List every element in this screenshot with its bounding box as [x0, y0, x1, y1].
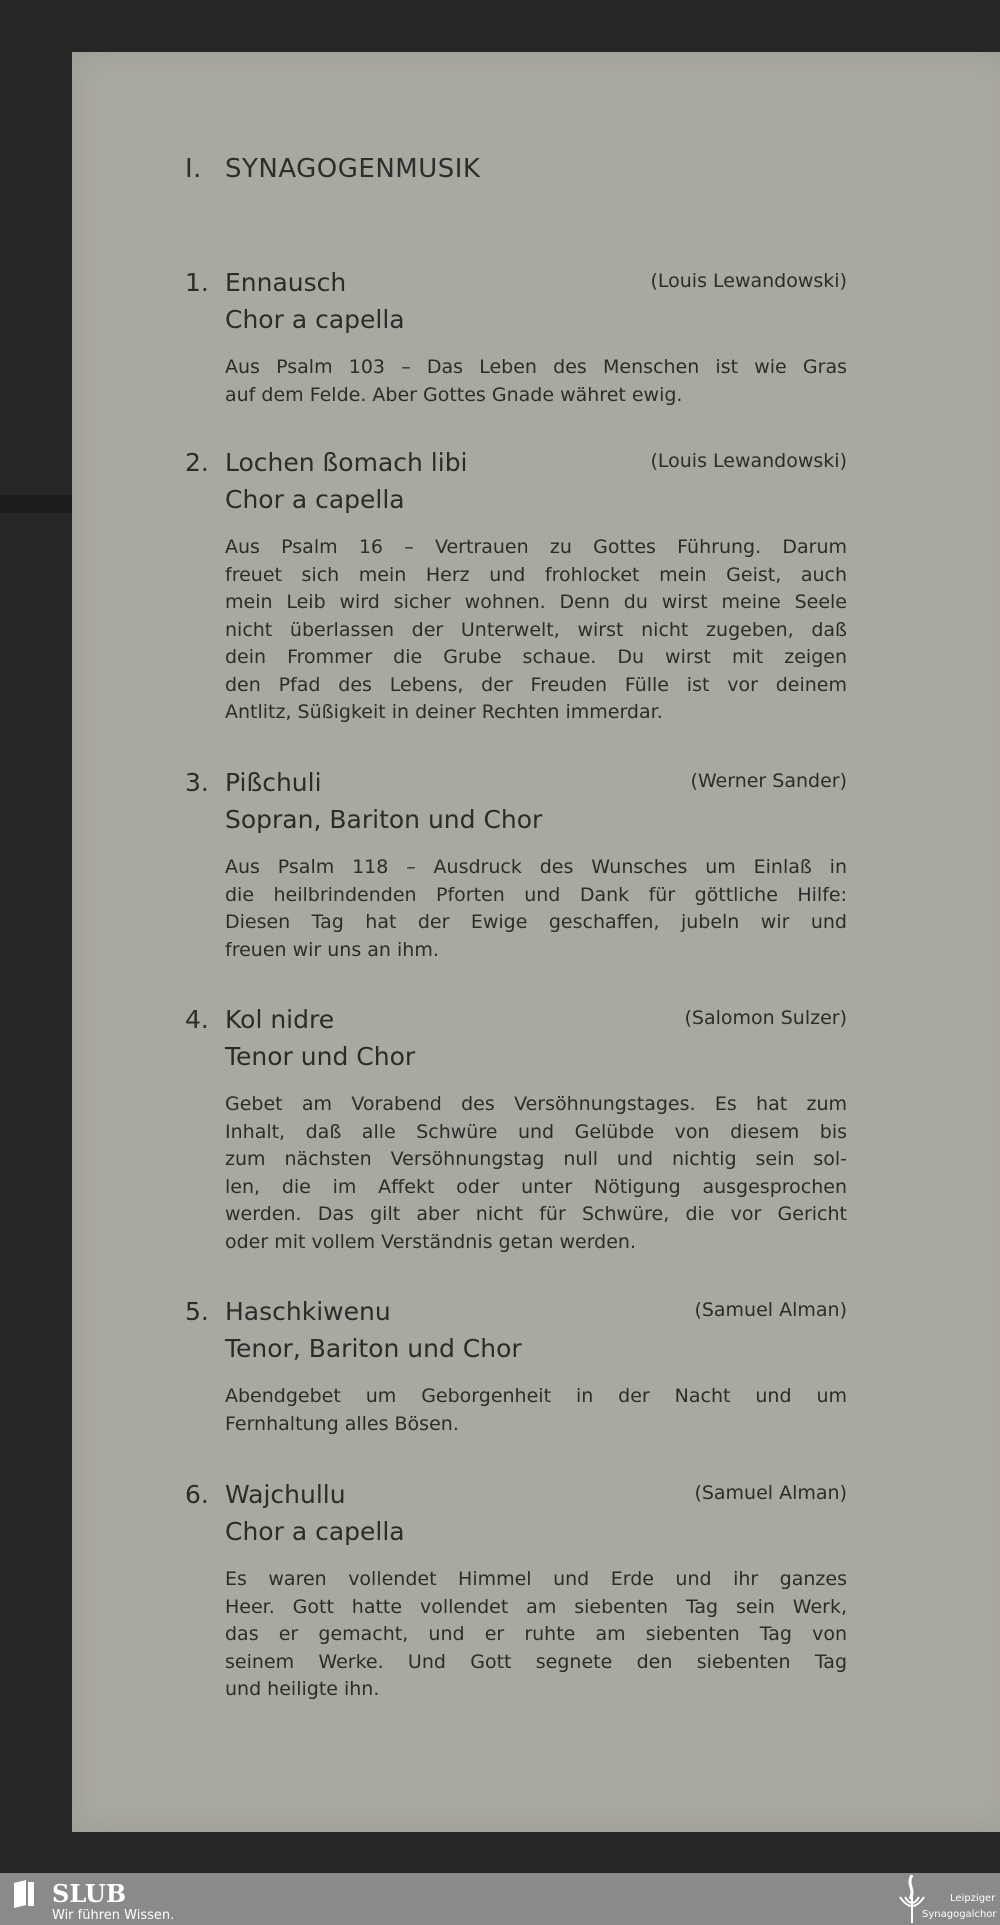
- description-line: len, die im Affekt oder unter Nötigung ausgesprochen: [225, 1175, 847, 1198]
- description-line: Aus Psalm 103 – Das Leben des Menschen ist wie Gras: [225, 356, 847, 378]
- item-number: 1.: [185, 268, 209, 297]
- description-line: Aus Psalm 118 – Ausdruck des Wunsches um Einlaß in: [225, 856, 847, 878]
- item-voicing: Sopran, Bariton und Chor: [225, 805, 543, 834]
- description-line: nicht überlassen der Unterwelt, wirst nicht zugeben, daß: [225, 618, 847, 641]
- item-voicing: Tenor, Bariton und Chor: [225, 1334, 522, 1363]
- description-line: freuet sich mein Herz und frohlocket mein Geist, auch: [225, 563, 847, 586]
- description-line: seinem Werke. Und Gott segnete den siebenten Tag: [225, 1650, 847, 1673]
- item-composer: (Werner Sander): [690, 770, 847, 792]
- section-heading: [185, 154, 481, 184]
- description-line: Heer. Gott hatte vollendet am siebenten Tag sein Werk,: [225, 1595, 847, 1618]
- description-line: Aus Psalm 16 – Vertrauen zu Gottes Führung. Darum: [225, 536, 847, 558]
- item-description: [225, 354, 847, 409]
- description-line: Inhalt, daß alle Schwüre und Gelübde von diesem bis: [225, 1120, 847, 1143]
- partner-name-line2: Synagogalchor: [922, 1909, 997, 1920]
- item-number: 3.: [185, 768, 209, 797]
- description-line: zum nächsten Versöhnungstag null und nichtig sein sol-: [225, 1148, 847, 1170]
- item-composer: (Samuel Alman): [694, 1299, 847, 1321]
- description-line: und heiligte ihn.: [225, 1678, 380, 1700]
- item-description: [225, 534, 847, 727]
- item-title: Wajchullu: [225, 1480, 346, 1509]
- description-line: freuen wir uns an ihm.: [225, 938, 439, 961]
- description-line: dein Frommer die Grube schaue. Du wirst mit zeigen: [225, 646, 847, 668]
- item-title: Ennausch: [225, 268, 347, 297]
- item-voicing: Tenor und Chor: [225, 1042, 416, 1071]
- item-voicing: Chor a capella: [225, 305, 405, 334]
- item-title: Haschkiwenu: [225, 1297, 391, 1326]
- item-number: 5.: [185, 1297, 209, 1326]
- description-line: den Pfad des Lebens, der Freuden Fülle ist vor deinem: [225, 673, 847, 696]
- footer-bar: [0, 1873, 1000, 1925]
- section-title: SYNAGOGENMUSIK: [225, 154, 481, 184]
- item-voicing: Chor a capella: [225, 1517, 405, 1546]
- item-voicing: Chor a capella: [225, 485, 405, 514]
- item-composer: (Louis Lewandowski): [650, 270, 847, 292]
- description-line: Fernhaltung alles Bösen.: [225, 1412, 459, 1435]
- description-line: Es waren vollendet Himmel und Erde und ihr ganzes: [225, 1568, 847, 1590]
- item-composer: (Salomon Sulzer): [684, 1007, 847, 1029]
- item-number: 4.: [185, 1005, 209, 1034]
- description-line: Abendgebet um Geborgenheit in der Nacht und um: [225, 1385, 847, 1407]
- description-line: die heilbrindenden Pforten und Dank für göttliche Hilfe:: [225, 883, 847, 906]
- description-line: Gebet am Vorabend des Versöhnungstages. Es hat zum: [225, 1093, 847, 1115]
- item-title: Kol nidre: [225, 1005, 335, 1034]
- slub-logo-text[interactable]: SLUB: [52, 1879, 127, 1908]
- item-title: Lochen ßomach libi: [225, 448, 468, 477]
- item-number: 2.: [185, 448, 209, 477]
- item-composer: (Louis Lewandowski): [650, 450, 847, 472]
- description-line: mein Leib wird sicher wohnen. Denn du wirst meine Seele: [225, 591, 847, 613]
- description-line: Diesen Tag hat der Ewige geschaffen, jubeln wir und: [225, 911, 847, 933]
- slub-book-icon: [12, 1879, 36, 1909]
- item-description: [225, 1566, 847, 1704]
- partner-name-line1: Leipziger: [950, 1893, 996, 1904]
- description-line: oder mit vollem Verständnis getan werden.: [225, 1230, 637, 1253]
- item-number: 6.: [185, 1480, 209, 1509]
- description-line: auf dem Felde. Aber Gottes Gnade währet ewig.: [225, 383, 683, 406]
- item-description: [225, 1383, 847, 1438]
- description-line: werden. Das gilt aber nicht für Schwüre, die vor Gericht: [225, 1203, 847, 1225]
- item-composer: (Samuel Alman): [694, 1482, 847, 1504]
- description-line: Antlitz, Süßigkeit in deiner Rechten immerdar.: [225, 701, 663, 723]
- section-number: I.: [185, 154, 202, 184]
- description-line: das er gemacht, und er ruhte am siebenten Tag von: [225, 1623, 847, 1645]
- slub-slogan: Wir führen Wissen.: [52, 1908, 175, 1923]
- page-fold-shadow: [0, 495, 72, 513]
- item-description: [225, 1091, 847, 1256]
- item-description: [225, 854, 847, 964]
- item-title: Pißchuli: [225, 768, 322, 797]
